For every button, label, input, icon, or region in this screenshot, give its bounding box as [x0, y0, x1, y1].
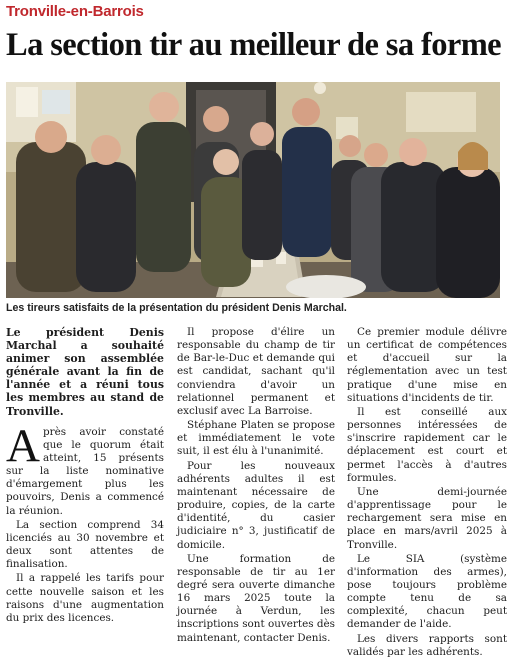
photo-caption: Les tireurs satisfaits de la présentation du président Denis Marchal. — [6, 302, 347, 314]
article-column-2 — [177, 326, 335, 646]
paragraph: Une formation de responsable de tir au 1er degré sera ouverte dimanche 16 mars 2025 toute la journée à Verdun, les inscriptions sont ouvertes dès maintenant, contacter Denis. — [177, 552, 335, 644]
paragraph: près avoir constaté que le quorum était atteint, 15 présents sur la liste nominative d'émargement plus les pouvoirs, Denis a commencé la réunion. — [6, 425, 164, 517]
paragraph: Stéphane Platen se propose et immédiatement le vote suit, il est élu à l'unanimité. — [177, 419, 335, 458]
paragraph: Les divers rapports sont validés par les adhérents. — [347, 632, 507, 658]
article-column-3 — [347, 326, 507, 660]
article-lede: Le président Denis Marchal a souhaité animer son assemblée générale avant la fin de l'année et a réuni tous les membres au stand de Tronville. — [6, 326, 164, 418]
paragraph: Une demi-journée d'apprentissage pour le rechargement sera mise en place en mars/avril 2025 à Tronville. — [347, 485, 507, 551]
paragraph: Il est conseillé aux personnes intéressées de s'inscrire rapidement car le déplacement est court et permet l'accès à d'autres formules. — [347, 405, 507, 484]
section-kicker: Tronville-en-Barrois — [6, 3, 144, 20]
paragraph: Il propose d'élire un responsable du champ de tir de Bar-le-Duc et demande qui est candidat, sachant qu'il conviendra d'avoir un relationnel permanent et exclusif avec La Barroise. — [177, 326, 335, 417]
paragraph: La section comprend 34 licenciés au 30 novembre et deux sont attentes de finalisation. — [6, 518, 164, 571]
paragraph: Pour les nouveaux adhérents adultes il est maintenant nécessaire de produire, copies, de la carte d'identité, du casier judiciaire n° 3, justificatif de domicile. — [177, 459, 335, 551]
drop-cap: A — [6, 419, 40, 472]
article-headline: La section tir au meilleur de sa forme — [6, 27, 502, 63]
paragraph: Le SIA (système d'information des armes), pose toujours problème compte tenu de sa complexité, chacun peut demander de l'aide. — [347, 552, 507, 631]
paragraph: Ce premier module délivre un certificat de compétences et d'accueil sur la réglementation avec un test pratique d'une mise en situations d'incidents de tir. — [347, 326, 507, 404]
group-photo — [6, 82, 500, 298]
article-column-1 — [6, 326, 164, 626]
paragraph: Il a rappelé les tarifs pour cette nouvelle saison et les raisons d'une augmentation du prix des licences. — [6, 572, 164, 624]
